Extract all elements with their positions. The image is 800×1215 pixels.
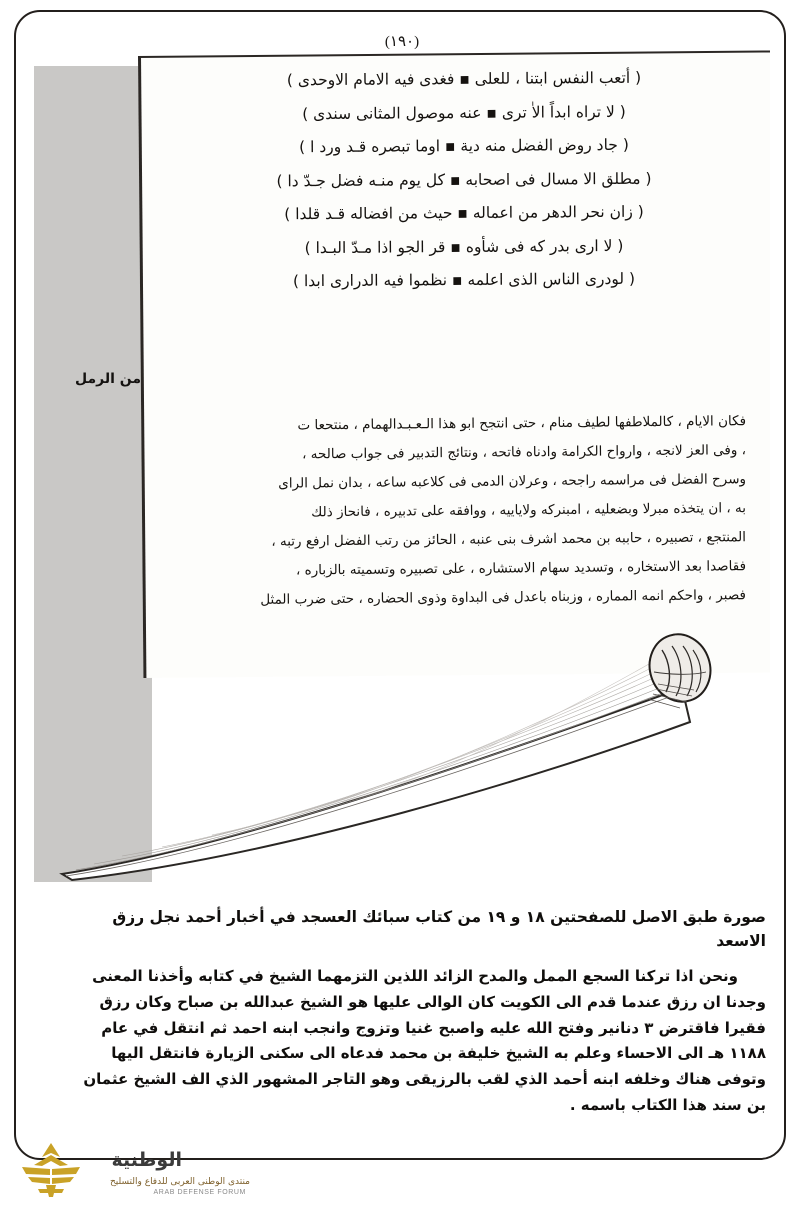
verse-line: ( جاد روض الفضل منه دية ▪ اوما تبصره قـد ورد ا ) bbox=[299, 135, 629, 157]
eagle-logo-icon bbox=[16, 1139, 86, 1201]
scan-left-margin-shadow bbox=[34, 52, 152, 882]
verse-line: ( أتعب النفس ابتنا ، للعلى ▪ فغدى فيه الامام الاوحدى ) bbox=[286, 68, 642, 90]
verse-line: ( لا تراه ابداً الاٰ ترى ▪ عنه موصول المثانى سندى ) bbox=[302, 102, 626, 123]
figure-caption bbox=[76, 905, 766, 953]
prose-block bbox=[156, 413, 747, 619]
prose-line: فكان الايام ، كالملاطفها لطيف منام ، حتى انتجح ابو هذا الـعـبـدالهمام ، منتحعا ت bbox=[297, 413, 747, 434]
watermark-title: الوطنية bbox=[111, 1149, 182, 1171]
body-paragraph: ونحن اذا تركنا السجع الممل والمدح الزائد اللذين التزمهما الشيخ في كتابه وأخذنا المعنى وجدنا ان رزق عندما قدم الى الكويت كان الوالى عليها هو الشيخ عبدالله بن صباح وكان رزق فقيرا فاقترض ٣ دنانير وفتح الله عليه واصبح غنيا وتزوج وانجب ابنه احمد ثم انتقل في عام ١١٨٨ هـ الى الاحساء وعلم به الشيخ خليفة بن محمد فدعاه الى سكنى الزيارة فانتقل اليها وتوفى هناك وخلفه ابنه أحمد الذي لقب بالرزيقى وهو التاجر المشهور الذي الف الشيخ عثمان بن سند هذا الكتاب باسمه . bbox=[83, 967, 766, 1114]
manuscript-facsimile bbox=[34, 26, 770, 906]
margin-note: من الرمل bbox=[74, 371, 142, 387]
folio-number: (١٩٠) bbox=[384, 34, 420, 50]
body-text-block bbox=[76, 964, 766, 1119]
watermark-subtitle-en: ARAB DEFENSE FORUM bbox=[153, 1189, 246, 1196]
prose-line: وسرح الفضل فى مراسمه راجحه ، وعرلان الدمى فى كلاعبه ساعه ، بدان نمل الراى bbox=[278, 471, 747, 492]
prose-line: فقاصدا بعد الاستخاره ، وتسديد سهام الاستشاره ، على تصبيره وتسميته بالزباره ، bbox=[295, 558, 747, 579]
prose-line: ، وفى العز لانجه ، وارواح الكرامة وادناه فاتحه ، ونتائج التدبير فى جواب صالحه ، bbox=[302, 442, 747, 463]
verse-line: ( لودرى الناس الذى اعلمه ▪ نظموا فيه الدرارى ابدا ) bbox=[292, 269, 636, 291]
prose-line: به ، ان يتخذه مبرلا وبضعليه ، امبنركه ولاياييه ، ووافقه على تدبيره ، فانحاز ذلك bbox=[311, 500, 747, 521]
watermark-subtitle-ar: منتدى الوطنى العربى للدفاع والتسليح bbox=[110, 1177, 250, 1187]
verse-line: ( مطلق الا مسال فى اصحابه ▪ كل يوم منـه فضل جـدّ دا ) bbox=[276, 169, 652, 190]
verse-list bbox=[184, 70, 744, 305]
verse-line: ( زان نحر الدهر من اعماله ▪ حيث من افضاله قـد قلدا ) bbox=[284, 202, 644, 224]
verse-line: ( لا ارى بدر كه فى شأوه ▪ قر الجو اذا مـدّ البـدا ) bbox=[304, 236, 624, 257]
forum-watermark bbox=[10, 1131, 260, 1209]
prose-line: المنتجع ، تصبيره ، حاببه بن محمد اشرف بنى عنبه ، الحائز من رتب الفضل ارفع رتبه ، bbox=[271, 529, 747, 550]
prose-line: فصبر ، واحكم انمه المماره ، وزبناه باعدل فى البداوة وذوى الحضاره ، حتى ضرب المثل bbox=[260, 587, 747, 608]
page-border bbox=[14, 10, 786, 1160]
caption-text: صورة طبق الاصل للصفحتين ١٨ و ١٩ من كتاب سبائك العسجد في أخبار أحمد نجل رزق الاسعد bbox=[112, 908, 766, 951]
